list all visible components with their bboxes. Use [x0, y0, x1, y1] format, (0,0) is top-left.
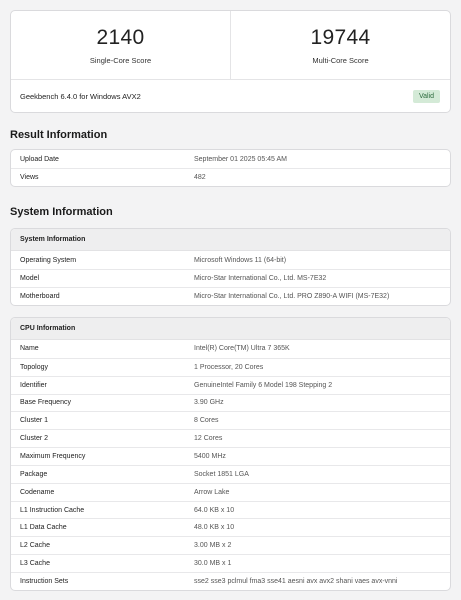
- table-row: [11, 411, 450, 429]
- row-label: Base Frequency: [20, 399, 71, 407]
- row-label: Maximum Frequency: [20, 452, 86, 460]
- row-label: L3 Cache: [20, 560, 50, 568]
- row-value: 12 Cores: [194, 435, 223, 443]
- row-label: Operating System: [20, 256, 77, 264]
- table-row: [11, 572, 450, 590]
- row-label: Package: [20, 470, 48, 478]
- system-info-card: [10, 228, 451, 306]
- row-value: 64.0 KB x 10: [194, 506, 235, 514]
- row-label: Cluster 2: [20, 435, 49, 443]
- row-value: Socket 1851 LGA: [194, 470, 249, 478]
- row-label: L1 Data Cache: [20, 524, 67, 532]
- status-badge: Valid: [413, 90, 440, 103]
- result-info-card: [10, 149, 451, 187]
- table-row: [11, 269, 450, 287]
- row-label: L1 Instruction Cache: [20, 506, 85, 514]
- row-value: Microsoft Windows 11 (64-bit): [194, 256, 287, 264]
- multi-core-score-value: 19744: [310, 26, 371, 49]
- row-label: Motherboard: [20, 293, 60, 300]
- table-row: [11, 376, 450, 394]
- single-core-score-value: 2140: [96, 26, 145, 49]
- score-card: [10, 10, 451, 113]
- row-label: Upload Date: [20, 155, 59, 163]
- table-row: [11, 483, 450, 501]
- version-text: Geekbench 6.4.0 for Windows AVX2: [20, 92, 141, 101]
- single-core-score: [11, 11, 230, 79]
- table-row: [11, 501, 450, 519]
- row-label: Instruction Sets: [20, 577, 69, 585]
- row-value: GenuineIntel Family 6 Model 198 Stepping 2: [194, 381, 333, 389]
- table-row: [11, 554, 450, 572]
- row-value: 30.0 MB x 1: [194, 560, 232, 568]
- cpu-info-card-header: CPU Information: [11, 318, 450, 340]
- system-info-card-header: System Information: [11, 229, 450, 251]
- table-row: [11, 518, 450, 536]
- version-row: [11, 80, 450, 113]
- system-info-title: System Information: [10, 206, 113, 218]
- row-value: 3.00 MB x 2: [194, 542, 232, 550]
- row-value: 8 Cores: [194, 417, 219, 425]
- cpu-info-card: [10, 317, 451, 591]
- table-row: [11, 340, 450, 358]
- system-info-rows: [11, 251, 450, 305]
- result-info-rows: [11, 150, 450, 186]
- row-value: 48.0 KB x 10: [194, 524, 235, 532]
- multi-core-score-label: Multi-Core Score: [312, 56, 369, 65]
- row-label: Cluster 1: [20, 417, 49, 425]
- table-row: [11, 287, 450, 305]
- row-label: L2 Cache: [20, 542, 50, 550]
- row-label: Name: [20, 345, 39, 353]
- row-label: Views: [20, 174, 39, 181]
- table-row: [11, 358, 450, 376]
- table-row: [11, 447, 450, 465]
- row-value: Arrow Lake: [194, 488, 230, 496]
- table-row: [11, 429, 450, 447]
- cpu-info-rows: [11, 340, 450, 590]
- row-value: Intel(R) Core(TM) Ultra 7 365K: [194, 345, 290, 353]
- single-core-score-label: Single-Core Score: [89, 56, 152, 65]
- row-value: Micro-Star International Co., Ltd. MS-7E32: [194, 275, 327, 282]
- scores-row: [11, 11, 450, 80]
- table-row: [11, 251, 450, 269]
- result-info-title: Result Information: [10, 129, 108, 141]
- table-row: [11, 536, 450, 554]
- table-row: [11, 168, 450, 186]
- row-value: September 01 2025 05:45 AM: [194, 155, 288, 163]
- row-value: 1 Processor, 20 Cores: [194, 363, 264, 371]
- multi-core-score: [230, 11, 450, 79]
- table-row: [11, 465, 450, 483]
- table-row: [11, 394, 450, 412]
- row-value: Micro-Star International Co., Ltd. PRO Z890-A WIFI (MS-7E32): [194, 293, 390, 300]
- row-value: 3.90 GHz: [194, 399, 224, 407]
- row-value: sse2 sse3 pclmul fma3 sse41 aesni avx avx2 shani vaes avx-vnni: [194, 577, 398, 585]
- row-label: Topology: [20, 363, 49, 371]
- row-value: 482: [194, 174, 206, 181]
- table-row: [11, 150, 450, 168]
- row-label: Codename: [20, 488, 55, 496]
- row-label: Model: [20, 275, 40, 282]
- row-value: 5400 MHz: [194, 452, 226, 460]
- row-label: Identifier: [20, 381, 47, 389]
